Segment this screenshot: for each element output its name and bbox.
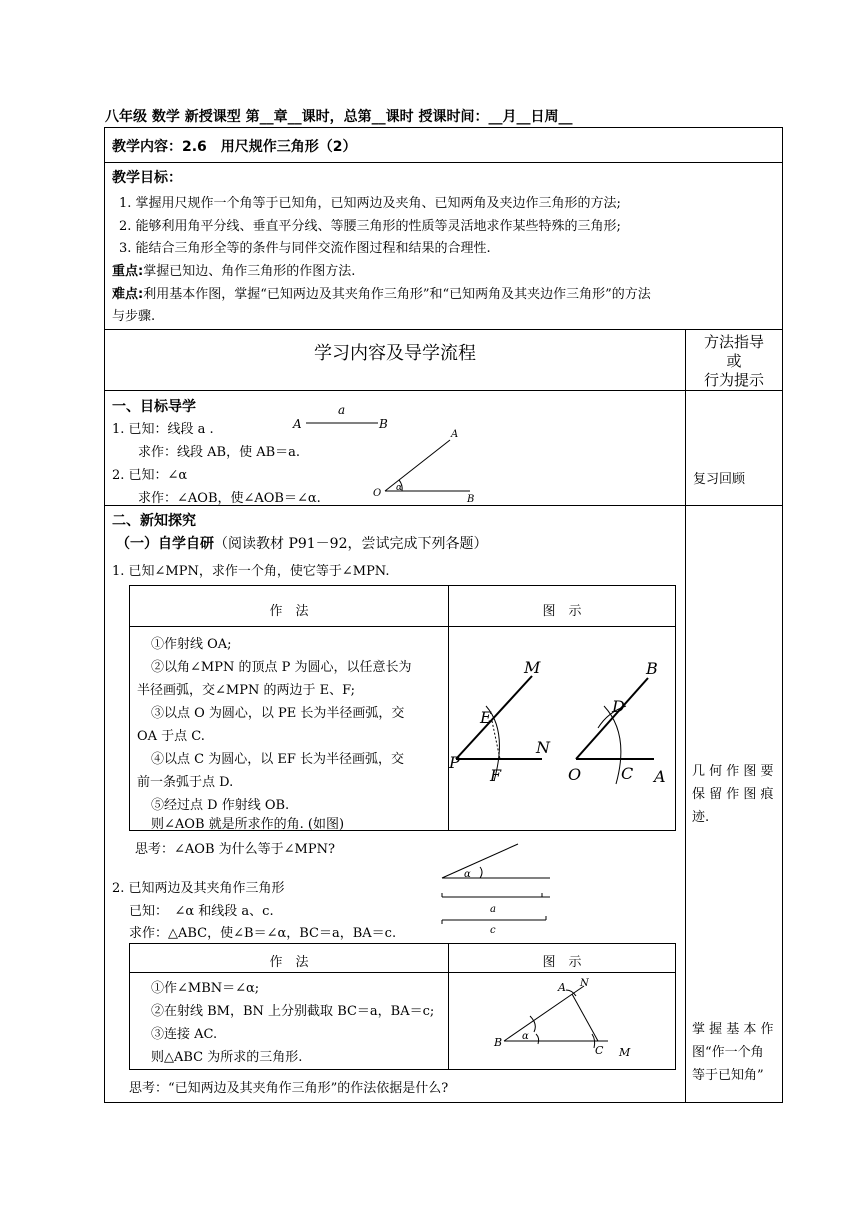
difficulty-label: 难点: (112, 287, 144, 302)
tip1-l1: 几 何 作 图 要 (692, 764, 774, 779)
t2-step-2: ②在射线 BM，BN 上分别截取 BC＝a，BA＝c; (151, 1004, 435, 1019)
fig3-B: B (494, 1036, 503, 1049)
question-2-given: 已知： ∠α 和线段 a、c. (129, 904, 274, 919)
objective-2: 2. 能够利用角平分线、垂直平分线、等腰三角形的性质等灵活地求作某些特殊的三角形; (119, 219, 621, 234)
section1-l4: 求作：∠AOB，使∠AOB＝∠α. (138, 491, 321, 506)
t1-step-2b: 半径画弧，交∠MPN 的两边于 E、F; (137, 683, 356, 698)
ray-oa (385, 440, 450, 491)
key-text: 掌握已知边、角作三角形的作图方法. (143, 264, 356, 279)
section1-l2: 求作：线段 AB，使 AB＝a. (138, 445, 301, 460)
fig1-O: O (568, 765, 582, 784)
think-1: 思考：∠AOB 为什么等于∠MPN? (135, 842, 335, 857)
given-figure-2 (436, 840, 556, 936)
label-B: B (379, 417, 388, 430)
fig1-P: P (449, 753, 460, 772)
question-2-require: 求作：△ABC，使∠B＝∠α，BC＝a，BA＝c. (129, 926, 397, 941)
tip2-l1: 掌 握 基 本 作 (692, 1022, 774, 1037)
fig3-C: C (595, 1044, 604, 1057)
fig1-C: C (621, 764, 634, 783)
section2-side (685, 505, 783, 1103)
t1-step-5: ⑤经过点 D 作射线 OB. (151, 798, 290, 813)
t1-step-4: ④以点 C 为圆心，以 EF 长为半径画弧，交 (151, 752, 404, 767)
content-title: 教学内容：2.6 用尺规作三角形（2） (112, 139, 357, 155)
objective-3: 3. 能结合三角形全等的条件与同伴交流作图过程和结果的合理性. (119, 241, 491, 256)
construction-figure-2 (448, 972, 676, 1070)
objective-1: 1. 掌握用尺规作一个角等于已知角，已知两边及夹角、已知两角及夹边作三角形的方法; (119, 196, 621, 211)
side-head-1: 方法指导 (703, 333, 764, 351)
t1-step-3: ③以点 O 为圆心，以 PE 长为半径画弧，交 (151, 706, 405, 721)
label-a: a (338, 403, 346, 417)
objectives-title: 教学目标： (112, 170, 182, 186)
fig3-N: N (580, 978, 589, 989)
lesson-header: 八年级 数学 新授课型 第__章__课时，总第__课时 授课时间：__月__日周__ (105, 109, 573, 125)
tip2-l2: 图“作一个角 (692, 1045, 764, 1060)
fig1-A: A (654, 767, 666, 786)
t1-step-5b: 则∠AOB 就是所求作的角. (如图) (151, 817, 345, 832)
label-B2: B (467, 494, 475, 504)
fig3-A: A (558, 981, 566, 994)
given-ray-1 (442, 844, 518, 878)
t1-step-3b: OA 于点 C. (137, 729, 205, 744)
fig3-M: M (619, 1046, 631, 1059)
t2-head-right-text: 图 示 (542, 955, 582, 970)
difficulty-text-cont: 与步骤. (112, 309, 156, 324)
t2-head-left-text: 作 法 (269, 955, 309, 970)
think-2: 思考：“已知两边及其夹角作三角形”的作法依据是什么? (129, 1081, 449, 1096)
side-head-3: 行为提示 (703, 371, 764, 389)
given-arc (480, 867, 482, 878)
label-A2: A (451, 429, 459, 440)
t2-step-3: ③连接 AC. (151, 1027, 218, 1042)
section1-tip: 复习回顾 (693, 472, 746, 487)
section2-sub-rest: （阅读教材 P91－92，尝试完成下列各题） (214, 536, 488, 552)
construction-figure-1 (448, 626, 676, 831)
tip1-l2: 保 留 作 图 痕 (692, 787, 774, 802)
fig1-F: F (490, 766, 502, 785)
tip2-l3: 等于已知角” (692, 1068, 764, 1083)
main-head-title: 学习内容及导学流程 (314, 343, 476, 364)
angle-figure (368, 424, 488, 504)
side-ac (572, 994, 598, 1041)
question-1: 1. 已知∠MPN，求作一个角，使它等于∠MPN. (112, 564, 390, 579)
section2-title: 二、新知探究 (112, 513, 196, 529)
key-point (112, 260, 355, 279)
section1-l1: 1. 已知：线段 a . (112, 422, 214, 437)
label-alpha: α (396, 483, 403, 493)
t1-step-4b: 前一条弧于点 D. (137, 775, 234, 790)
label-A: A (293, 417, 302, 430)
tip1-l3: 迹. (692, 810, 710, 825)
arc-mark-2 (536, 1034, 539, 1044)
section1-title: 一、目标导学 (112, 399, 196, 415)
fig2-alpha: α (464, 869, 471, 880)
section1-side (685, 390, 783, 506)
t1-head-left-text: 作 法 (269, 604, 309, 619)
side-head-2: 或 (726, 352, 742, 370)
fig1-M: M (524, 658, 541, 677)
fig2-c: c (490, 925, 496, 936)
question-2: 2. 已知两边及其夹角作三角形 (112, 881, 285, 896)
t2-step-1: ①作∠MBN＝∠α; (151, 981, 260, 996)
fig2-a: a (490, 904, 496, 915)
arc-mark-1 (530, 1016, 535, 1032)
ray-ob2 (576, 678, 648, 759)
fig1-B: B (646, 659, 658, 678)
fig3-alpha: α (522, 1031, 529, 1042)
section2-sub-bold: （一）自学自研 (116, 536, 214, 552)
t1-step-2: ②以角∠MPN 的顶点 P 为圆心，以任意长为 (151, 660, 412, 675)
t2-step-4: 则△ABC 为所求的三角形. (151, 1050, 303, 1065)
fig1-E: E (480, 708, 492, 727)
label-O: O (373, 488, 382, 499)
difficulty-point (112, 283, 651, 302)
t1-head-right-text: 图 示 (542, 604, 582, 619)
fig1-N: N (536, 738, 550, 757)
section2-sub (116, 533, 488, 553)
fig1-D: D (612, 697, 625, 716)
key-label: 重点: (112, 264, 144, 279)
section1-l3: 2. 已知：∠α (112, 468, 188, 483)
t1-step-1: ①作射线 OA; (151, 637, 232, 652)
difficulty-text: 利用基本作图，掌握“已知两边及其夹角作三角形”和“已知两角及其夹边作三角形”的方法 (143, 287, 651, 302)
